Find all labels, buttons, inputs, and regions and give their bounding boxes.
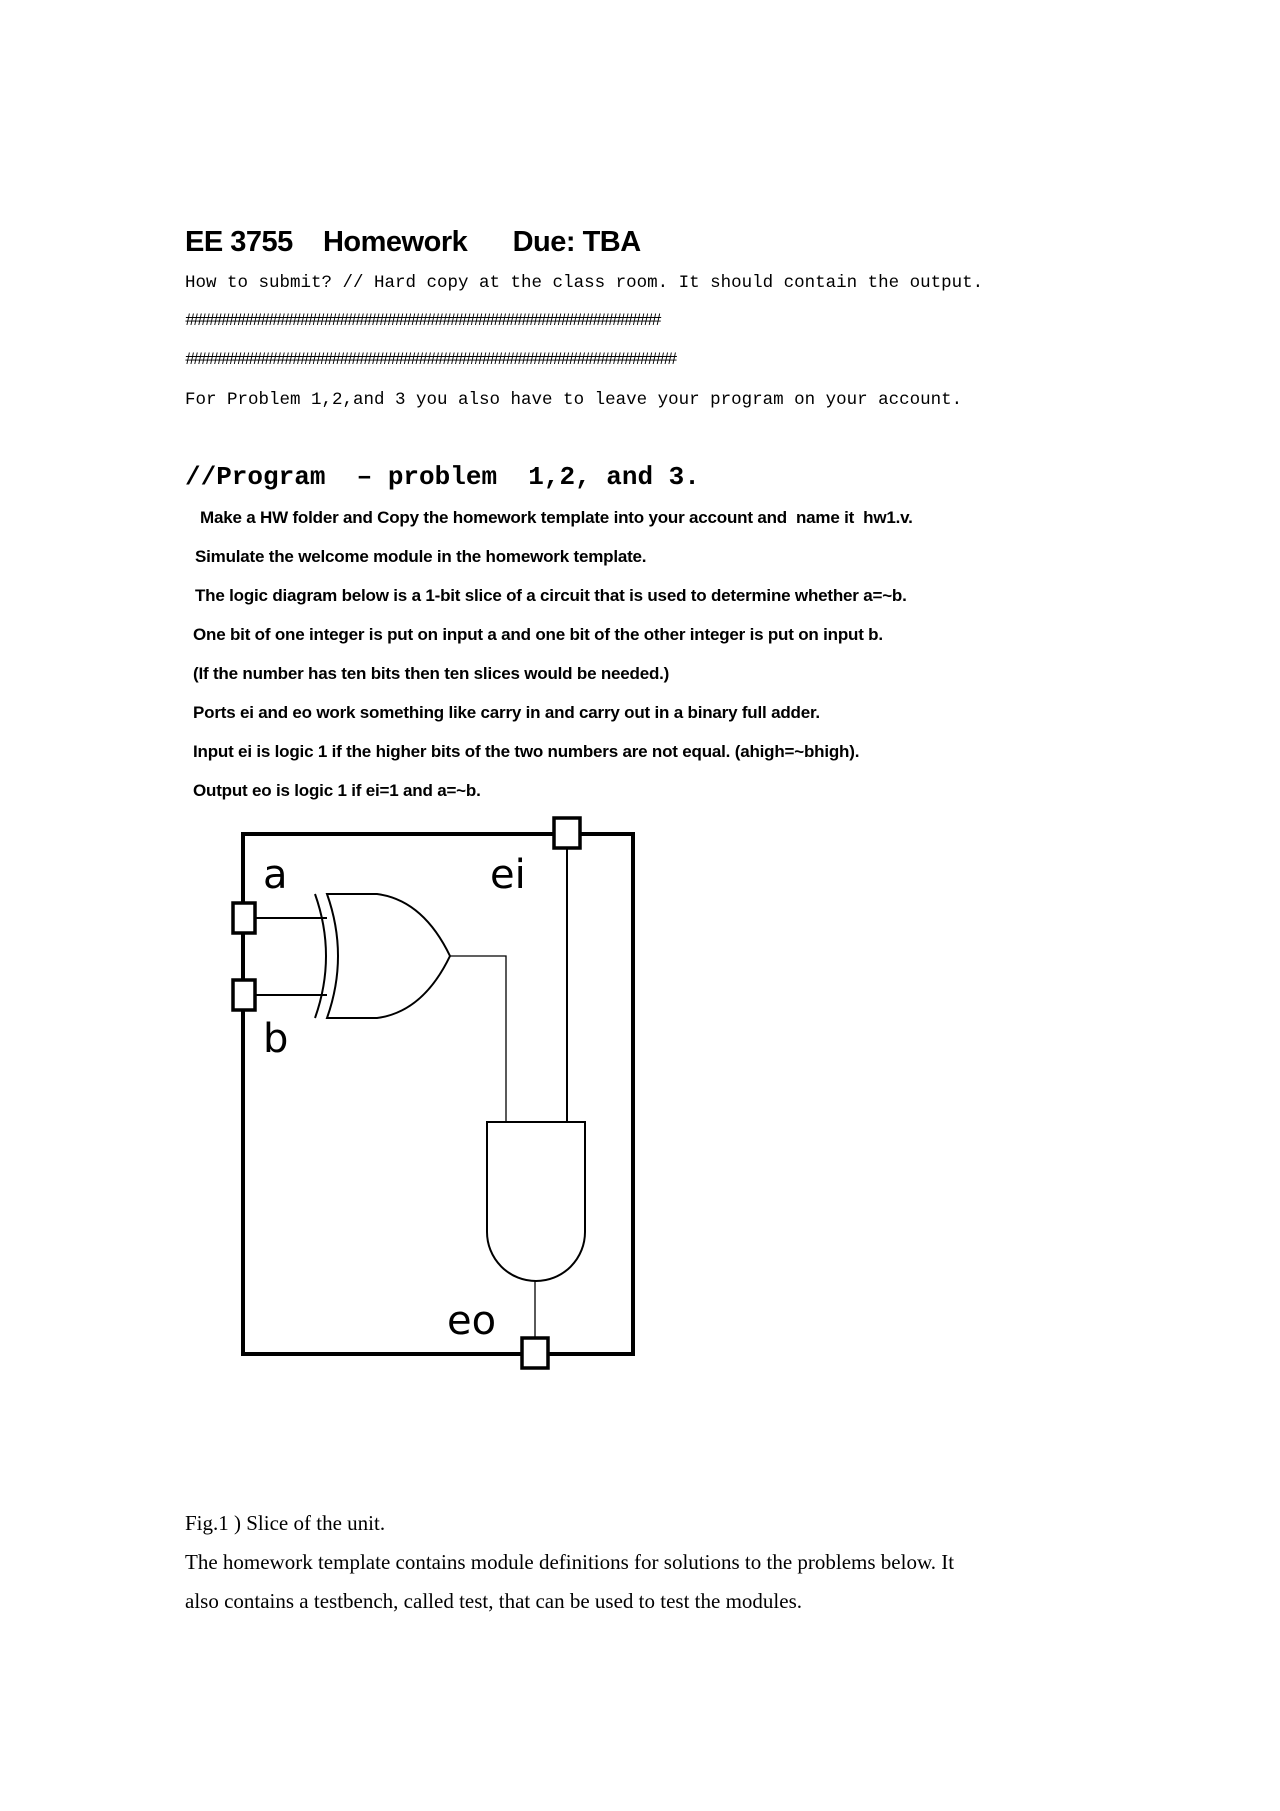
instruction-item: Simulate the welcome module in the homework template.: [195, 547, 647, 566]
instruction-item: (If the number has ten bits then ten slices would be needed.): [193, 664, 670, 683]
port-b: [233, 980, 255, 1010]
slice-boundary: [243, 834, 633, 1354]
body-paragraph-line: The homework template contains module definitions for solutions to the problems below. It: [185, 1550, 955, 1574]
instruction-item: The logic diagram below is a 1-bit slice of a circuit that is used to determine whether a=~b.: [195, 586, 907, 605]
xor-gate: [315, 894, 450, 1018]
instruction-item: Make a HW folder and Copy the homework template into your account and name it hw1.v.: [200, 508, 913, 527]
instruction-item: Output eo is logic 1 if ei=1 and a=~b.: [193, 781, 481, 800]
and-gate: [487, 1122, 585, 1281]
label-b: b: [263, 1016, 289, 1062]
label-a: a: [263, 852, 288, 898]
port-a: [233, 903, 255, 933]
label-eo: eo: [447, 1298, 497, 1344]
logic-diagram: [225, 812, 645, 1382]
body-paragraph-line: also contains a testbench, called test, that can be used to test the modules.: [185, 1589, 802, 1613]
separator-line-1: ############################################################: [185, 311, 660, 331]
program-heading: //Program – problem 1,2, and 3.: [185, 462, 700, 492]
label-ei: ei: [490, 852, 526, 898]
page-title: EE 3755 Homework Due: TBA: [185, 226, 641, 258]
instruction-item: Input ei is logic 1 if the higher bits of the two numbers are not equal. (ahigh=~bhigh).: [193, 742, 860, 761]
wire-xor-out: [450, 956, 506, 1122]
port-ei: [554, 818, 580, 848]
figure-caption: Fig.1 ) Slice of the unit.: [185, 1511, 386, 1535]
submit-instructions: How to submit? // Hard copy at the class room. It should contain the output.: [185, 273, 984, 293]
problem-note: For Problem 1,2,and 3 you also have to leave your program on your account.: [185, 390, 963, 410]
instruction-item: One bit of one integer is put on input a and one bit of the other integer is put on input b.: [193, 625, 883, 644]
port-eo: [522, 1338, 548, 1368]
instruction-item: Ports ei and eo work something like carry in and carry out in a binary full adder.: [193, 703, 820, 722]
separator-line-2: ##############################################################: [185, 350, 675, 370]
